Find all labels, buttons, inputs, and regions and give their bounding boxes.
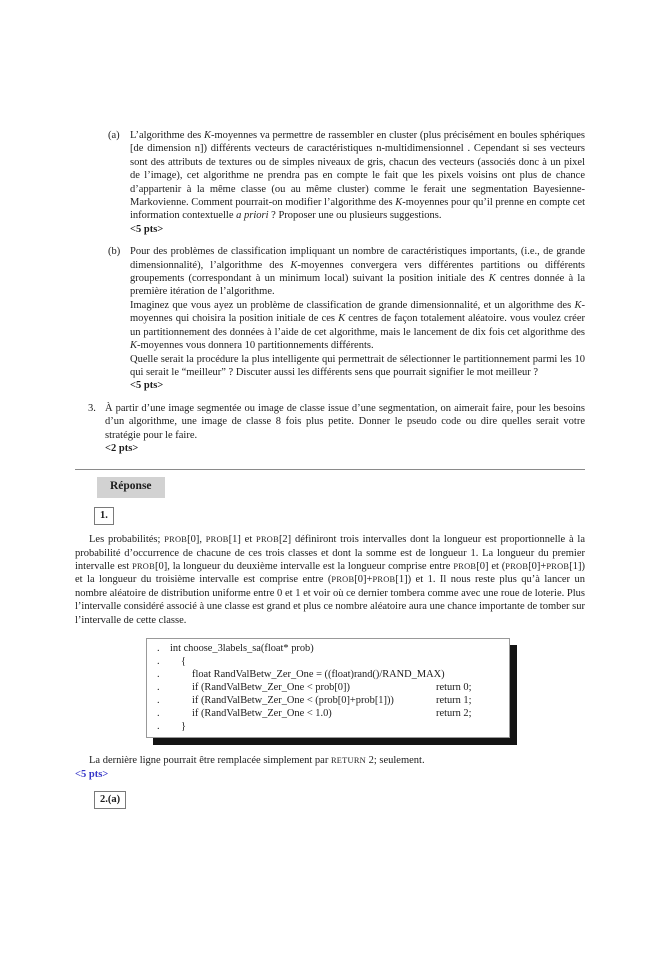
code-block	[146, 638, 510, 738]
code-line: . if (RandValBetw_Zer_One < (prob[0]+prob[1])) return 1;	[157, 695, 472, 706]
code-line: . }	[157, 721, 186, 732]
answer-number-1-box: 1.	[94, 507, 114, 525]
code-line: . int choose_3labels_sa(float* prob)	[157, 643, 314, 654]
points-badge-a: <5 pts>	[130, 223, 164, 235]
code-line: . float RandValBetw_Zer_One = ((float)rand()/RAND_MAX)	[157, 669, 445, 680]
question-text-3: À partir d’une image segmentée ou image de classe issue d’une segmentation, on aimerait faire, pour les besoins d’un algorithme, une image de classe 8 fois plus petite. Donner le pseudo code ou dire quelles serait votre stratégie pour le faire.	[105, 402, 585, 441]
question-item-a	[75, 129, 585, 236]
code-line: . if (RandValBetw_Zer_One < prob[0]) return 0;	[157, 682, 472, 693]
question-text-b3: Quelle serait la procédure la plus intelligente qui permettrait de sélectionner le partitionnement parmi les 10 qui serait le “meilleur” ? Discuter aussi les différents sens que pourrait signifier le mot meilleur ?	[130, 353, 585, 378]
code-line: . if (RandValBetw_Zer_One < 1.0) return 2;	[157, 708, 472, 719]
question-body-3	[105, 402, 585, 456]
points-badge-3: <2 pts>	[105, 442, 139, 454]
question-text-b1: Pour des problèmes de classification impliquant un nombre de caractéristiques importants, (i.e., de grande dimensionnalité), l’algorithme des K-moyennes convergera vers différentes partitions ou différents groupements (correspondant à un minimum local) suivant la position initiale des K centres donnée à la première itération de l’algorithme.	[130, 246, 586, 298]
question-label-b: (b)	[108, 246, 121, 258]
question-label-3: 3.	[88, 402, 96, 414]
question-label-a: (a)	[108, 130, 120, 141]
code-block-wrapper	[146, 638, 585, 738]
question-body-b	[130, 245, 585, 392]
question-text-a: L’algorithme des K-moyennes va permettre de rassembler en cluster (plus précisément en boules sphériques [de dimension n]) différents vecteurs de caractéristiques n-multidimensionnel . Cependant si ses vecteurs sont des attributs de textures ou de simples niveaux de gris, chacun des vecteurs (associés donc à un pixel de l’image), cet algorithme ne prendra pas en compte le fait que les pixels voisins ont plus de chance d’appartenir à la même classe (ou au même cluster) comme le ferait une segmentation Bayesienne-Markovienne. Comment pourrait-on modifier l’algorithme des K-moyennes pour qu’il prenne en compte cet information contextuelle a priori ? Proposer une ou plusieurs suggestions.	[130, 130, 585, 222]
code-line: . {	[157, 656, 186, 667]
answer-closing-line: La dernière ligne pourrait être remplacée simplement par RETURN 2; seulement.	[89, 755, 425, 766]
answer-paragraph: Les probabilités; PROB[0], PROB[1] et PROB[2] définiront trois intervalles dont la longueur est proportionnelle à la probabilité d’occurrence de chacune de ces trois classes et dont la somme est de longueur 1. La longueur du premier intervalle est PROB[0], la longueur du deuxième intervalle est la longueur comprise entre PROB[0] et (PROB[0]+PROB[1]) et la longueur du troisième intervalle est comprise entre (PROB[0]+PROB[1]) et 1. Il nous reste plus qu’à lancer un nombre aléatoire de distribution uniforme entre 0 et 1 et voir où ce dernier tombera comme avec une roue de loterie. Plus l’intervalle considéré associé à une classe est grand et plus ce nombre aléatoire aura une chance importante de tomber sur l’intervalle de cette classe.	[75, 534, 585, 626]
points-badge-answer: <5 pts>	[75, 769, 109, 781]
question-text-b2: Imaginez que vous ayez un problème de classification de grande dimensionnalité, et un algorithme des K-moyennes qui choisira la position initiale de ces K centres de façon totalement aléatoire. vous voulez créer un partitionnement des données à l’aide de cet algorithme, mais le lancement de dix fois cet algorithme des K-moyennes vous donnera 10 partitionnements différents.	[130, 299, 586, 352]
question-item-3	[75, 402, 585, 456]
reponse-heading: Réponse	[97, 477, 165, 497]
points-badge-b: <5 pts>	[130, 380, 164, 392]
question-body-a	[130, 129, 585, 236]
answer-number-2a-box: 2.(a)	[94, 791, 126, 809]
question-item-b	[75, 245, 585, 392]
